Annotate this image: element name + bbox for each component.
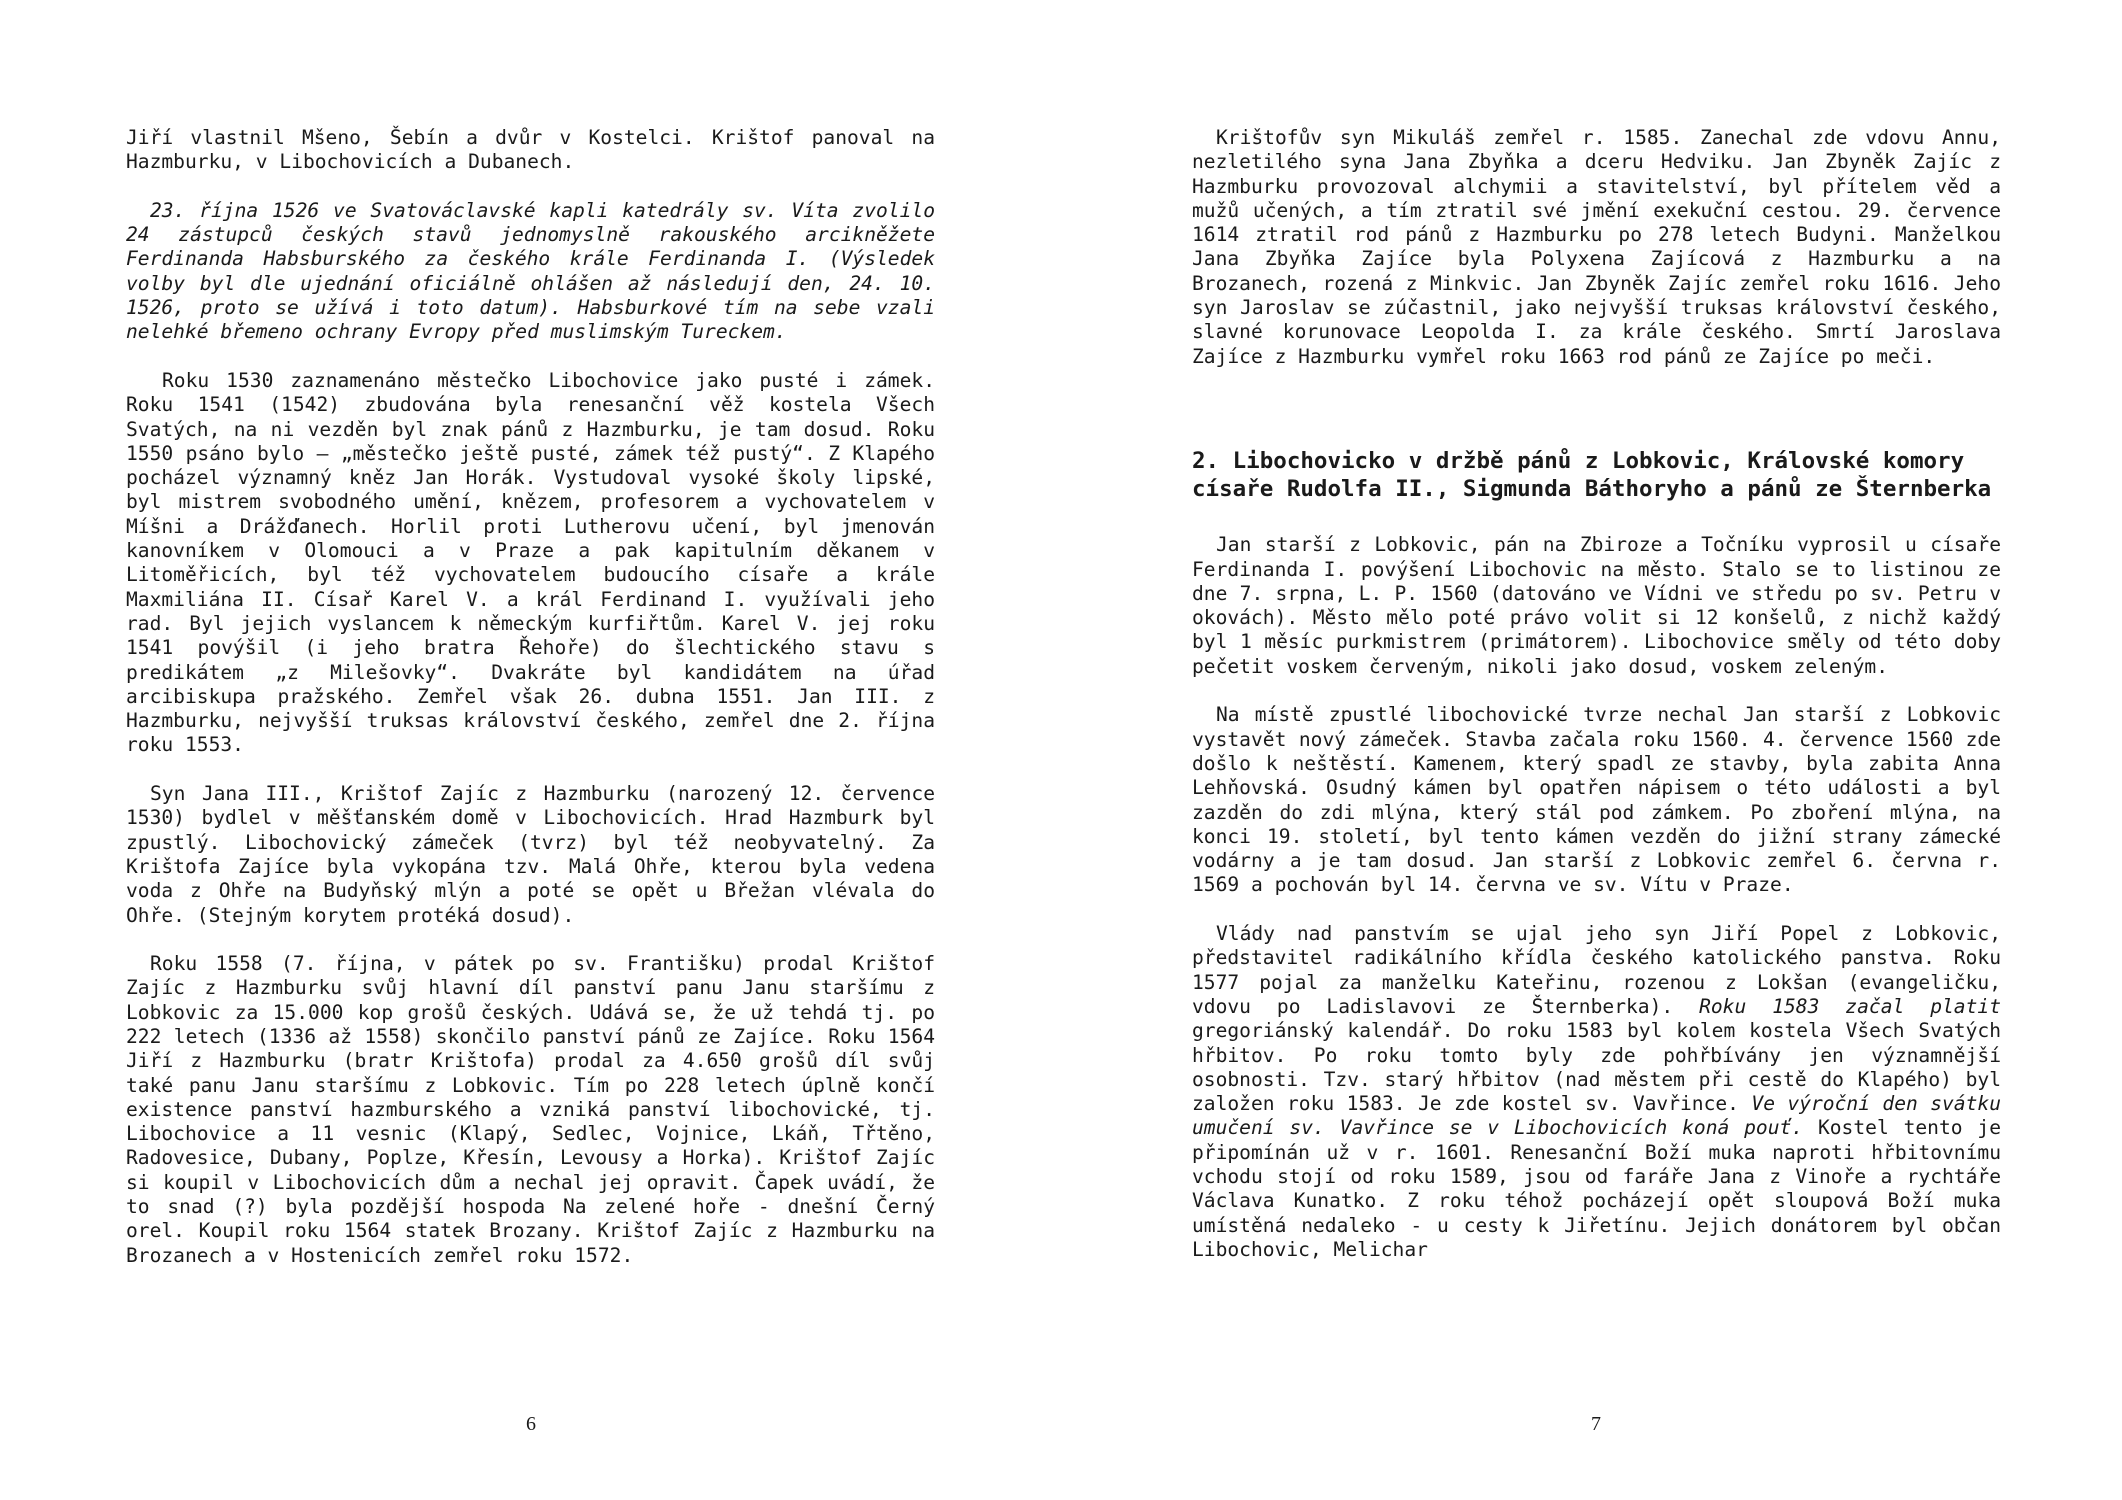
paragraph-italic-phrase: Ve výroční den svátku umučení sv. Vavřince se v Libochovicích koná pouť. xyxy=(1192,1092,2001,1140)
paragraph: Roku 1530 zaznamenáno městečko Libochovice jako pusté i zámek. Roku 1541 (1542) zbudována byla renesanční věž kostela Všech Svatých, na ni vezděn byl znak pánů z Hazmburku, je tam dosud. Roku 1550 psáno bylo – „městečko ještě pusté, zámek též pustý“. Z Klapého pocházel významný kněz Jan Horák. Vystudoval vysoké školy lipské, byl mistrem svobodného umění, knězem, profesorem a vychovatelem v Míšni a Drážďanech. Horlil proti Lutherovu učení, byl jmenován kanovníkem v Olomouci a v Praze a pak kapitulním děkanem v Litoměřicích, byl též vychovatelem budoucího císaře a krále Maxmiliána II. Císař Karel V. a král Ferdinand I. využívali jeho rad. Byl jejich vyslancem k německým kurfiřtům. Karel V. jej roku 1541 povýšil (i jeho bratra Řehoře) do šlechtického stavu s predikátem „z Milešovky“. Dvakráte byl kandidátem na úřad arcibiskupa pražského. Zemřel však 26. dubna 1551. Jan III. z Hazmburku, nejvyšší truksas království českého, zemřel dne 2. října roku 1553. xyxy=(126,368,935,757)
paragraph-italic-note: 23. října 1526 ve Svatováclavské kapli katedrály sv. Víta zvolilo 24 zástupců českých stavů jednomyslně rakouského arcikněžete Ferdinanda Habsburského za českého krále Ferdinanda I. (Výsledek volby byl dle ujednání oficiálně ohlášen až následují den, 24. 10. 1526, proto se užívá i toto datum). Habsburkové tím na sebe vzali nelehké břemeno ochrany Evropy před muslimským Tureckem. xyxy=(126,198,935,344)
paragraph-text: Vlády nad panstvím se ujal jeho syn Jiří Popel z Lobkovic, představitel radikálního křídla českého katolického panstva. Roku 1577 pojal za manželku Kateřinu, rozenou z Lokšan (evangeličku, vdovu po Ladislavovi ze Šternberka). xyxy=(1192,922,2001,1018)
right-page-text-column xyxy=(1192,126,2001,1286)
paragraph: Na místě zpustlé libochovické tvrze nechal Jan starší z Lobkovic vystavět nový zámeček. Stavba začala roku 1560. 4. července 1560 zde došlo k neštěstí. Kamenem, který spadl ze stavby, byla zabita Anna Lehňovská. Osudný kámen byl opatřen nápisem o této události a byl zazděn do zdi mlýna, který stál pod zámkem. Po zboření mlýna, na konci 19. století, byl tento kámen vezděn do jižní strany zámecké vodárny a je tam dosud. Jan starší z Lobkovic zemřel 6. června r. 1569 a pochován byl 14. června ve sv. Vítu v Praze. xyxy=(1192,703,2001,897)
paragraph-text: Kostel tento je připomínán už v r. 1601. Renesanční Boží muka naproti hřbitovnímu vchodu stojí od roku 1589, jsou od faráře Jana z Vinoře a rychtáře Václava Kunatko. Z roku téhož pocházejí opět sloupová Boží muka umístěná nedaleko - u cesty k Jiřetínu. Jejich donátorem byl občan Libochovic, Melichar xyxy=(1192,1116,2001,1261)
page-number: 7 xyxy=(1591,1413,1601,1435)
paragraph: Krištofův syn Mikuláš zemřel r. 1585. Zanechal zde vdovu Annu, nezletilého syna Jana Zbyňka a dceru Hedviku. Jan Zbyněk Zajíc z Hazmburku provozoval alchymii a stavitelství, byl přítelem věd a mužů učených, a tím ztratil své jmění exekuční cestou. 29. července 1614 ztratil rod pánů z Hazmburku po 278 letech Budyni. Manželkou Jana Zbyňka Zajíce byla Polyxena Zajícová z Hazmburku a na Brozanech, rozená z Minkvic. Jan Zbyněk Zajíc zemřel roku 1616. Jeho syn Jaroslav se zúčastnil, jako nejvyšší truksas království českého, slavné korunovace Leopolda I. za krále českého. Smrtí Jaroslava Zajíce z Hazmburku vymřel roku 1663 rod pánů ze Zajíce po meči. xyxy=(1192,126,2001,368)
paragraph-italic-phrase: Roku 1583 začal platit xyxy=(1699,994,2001,1018)
chapter-heading: 2. Libochovicko v držbě pánů z Lobkovic, Královské komory císaře Rudolfa II., Sigmunda Báthoryho a pánů ze Šternberka xyxy=(1192,448,1992,503)
paragraph: Syn Jana III., Krištof Zajíc z Hazmburku (narozený 12. července 1530) bydlel v měšťanském domě v Libochovicích. Hrad Hazmburk byl zpustlý. Libochovický zámeček (tvrz) byl též neobyvatelný. Za Krištofa Zajíce byla vykopána tzv. Malá Ohře, kterou byla vedena voda z Ohře na Budyňský mlýn a poté se opět u Břežan vlévala do Ohře. (Stejným korytem protéká dosud). xyxy=(126,782,935,927)
paragraph: Roku 1558 (7. října, v pátek po sv. Františku) prodal Krištof Zajíc z Hazmburku svůj hlavní díl panství panu Janu staršímu z Lobkovic za 15.000 kop grošů českých. Udává se, že už tehdá tj. po 222 letech (1336 až 1558) skončilo panství pánů ze Zajíce. Roku 1564 Jiří z Hazmburku (bratr Krištofa) prodal za 4.650 grošů díl svůj také panu Janu staršímu z Lobkovic. Tím po 228 letech úplně končí existence panství hazmburského a vzniká panství libochovické, tj. Libochovice a 11 vesnic (Klapý, Sedlec, Vojnice, Lkáň, Třtěno, Radovesice, Dubany, Poplze, Křesín, Levousy a Horka). Krištof Zajíc si koupil v Libochovicích dům a nechal jej opravit. Čapek uvádí, že to snad (?) byla pozdější hospoda Na zelené hoře - dnešní Černý orel. Koupil roku 1564 statek Brozany. Krištof Zajíc z Hazmburku na Brozanech a v Hostenicích zemřel roku 1572. xyxy=(126,952,935,1267)
paragraph xyxy=(1192,922,2001,1262)
left-page-text-column xyxy=(126,126,935,1292)
paragraph: Jiří vlastnil Mšeno, Šebín a dvůr v Kostelci. Krištof panoval na Hazmburku, v Libochovicích a Dubanech. xyxy=(126,126,935,174)
page-number: 6 xyxy=(526,1413,536,1435)
right-page xyxy=(1061,0,2122,1500)
paragraph-text: gregoriánský kalendář. Do roku 1583 byl kolem kostela Všech Svatých hřbitov. Po roku tomto byly zde pohřbívány jen významnější osobnosti. Tzv. starý hřbitov (nad městem při cestě do Klapého) byl založen roku 1583. Je zde kostel sv. Vavřince. xyxy=(1192,1019,2001,1116)
paragraph: Jan starší z Lobkovic, pán na Zbiroze a Točníku vyprosil u císaře Ferdinanda I. povýšení Libochovic na město. Stalo se to listinou ze dne 7. srpna, L. P. 1560 (datováno ve Vídni ve středu po sv. Petru v okovách). Město mělo poté právo volit si 12 konšelů, z nichž každý byl 1 měsíc purkmistrem (primátorem). Libochovice směly od této doby pečetit voskem červeným, nikoli jako dosud, voskem zeleným. xyxy=(1192,533,2001,678)
